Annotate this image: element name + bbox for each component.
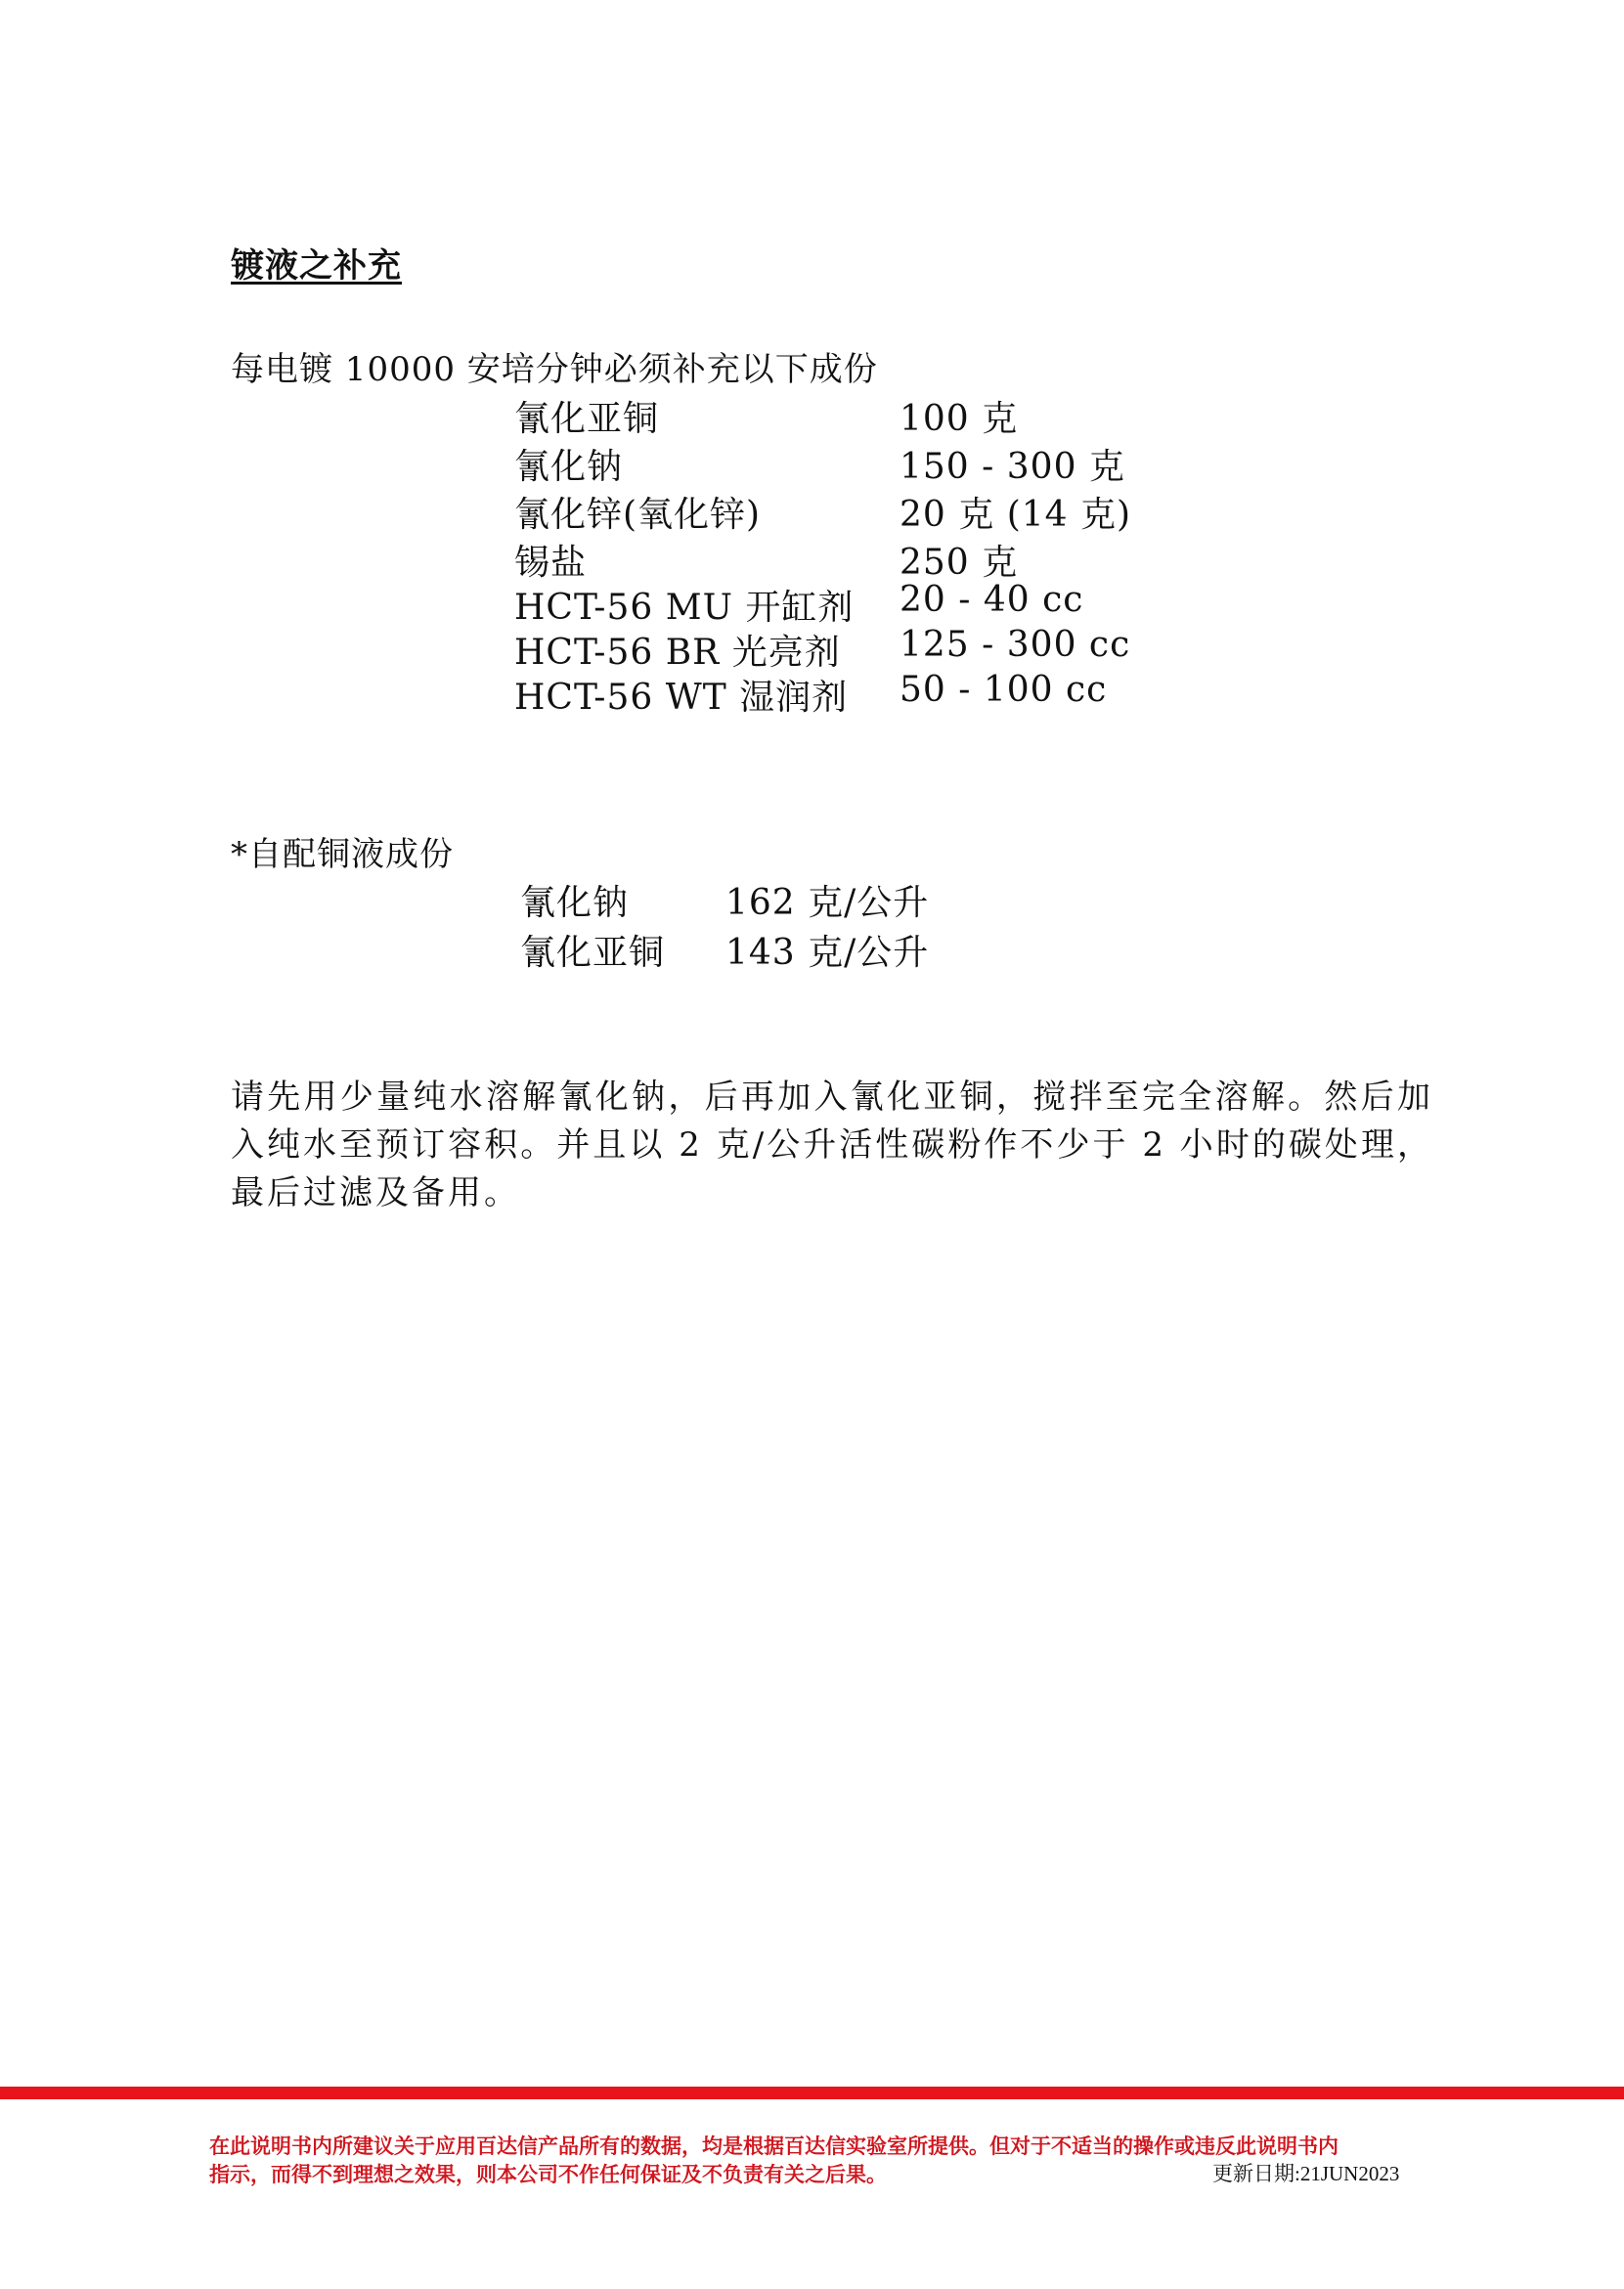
list-item-name: HCT-56 BR 光亮剂 (514, 633, 841, 673)
note-title: *自配铜液成份 (231, 835, 454, 874)
disclaimer-line: 指示，而得不到理想之效果，则本公司不作任何保证及不负责有关之后果。 (209, 2162, 887, 2186)
footer-divider (0, 2087, 1624, 2099)
list-item-name: 锡盐 (514, 543, 588, 583)
update-date: 更新日期:21JUN2023 (1212, 2162, 1400, 2185)
instructions-paragraph: 请先用少量纯水溶解氰化钠，后再加入氰化亚铜，搅拌至完全溶解。然后加入纯水至预订容积。并且以 2 克/公升活性碳粉作不少于 2 小时的碳处理，最后过滤及备用。 (231, 1078, 1433, 1212)
disclaimer-line: 在此说明书内所建议关于应用百达信产品所有的数据，均是根据百达信实验室所提供。但对于不适当的操作或违反此说明书内 (209, 2134, 1339, 2158)
list-item-amount: 50 - 100 cc (900, 670, 1108, 710)
list-item-amount: 125 - 300 cc (900, 625, 1131, 665)
page-heading: 镀液之补充 (231, 246, 402, 286)
list-item-name: 氰化钠 (520, 883, 630, 923)
list-item-amount: 162 克/公升 (725, 883, 930, 923)
list-item-name: 氰化亚铜 (514, 399, 660, 439)
list-item-name: HCT-56 MU 开缸剂 (514, 588, 855, 628)
list-item-name: 氰化亚铜 (520, 933, 666, 973)
list-item-amount: 100 克 (900, 399, 1019, 439)
replenish-intro: 每电镀 10000 安培分钟必须补充以下成份 (231, 350, 878, 389)
list-item-name: 氰化钠 (514, 447, 624, 487)
list-item-amount: 20 克 (14 克) (900, 495, 1132, 535)
list-item-name: 氰化锌(氧化锌) (514, 495, 762, 535)
list-item-amount: 143 克/公升 (725, 933, 930, 973)
list-item-name: HCT-56 WT 湿润剂 (514, 678, 849, 718)
list-item-amount: 150 - 300 克 (900, 447, 1125, 487)
list-item-amount: 20 - 40 cc (900, 580, 1084, 620)
list-item-amount: 250 克 (900, 543, 1019, 583)
